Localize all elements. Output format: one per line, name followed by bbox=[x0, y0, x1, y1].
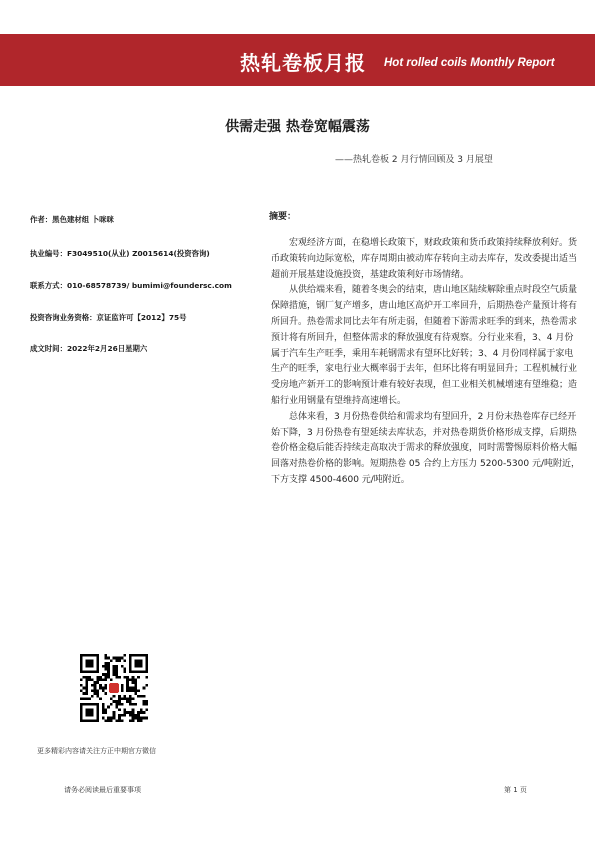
footer-disclaimer: 请务必阅读最后重要事项 bbox=[64, 786, 141, 794]
header-title-en: Hot rolled coils Monthly Report bbox=[384, 57, 555, 69]
license-line: 执业编号：F3049510(从业) Z0015614(投资咨询) bbox=[30, 249, 210, 258]
date-line: 成文时间：2022年2月26日星期六 bbox=[30, 344, 148, 353]
abstract-heading: 摘要： bbox=[269, 212, 297, 222]
report-subtitle: ——热轧卷板 2 月行情回顾及 3 月展望 bbox=[335, 155, 493, 165]
report-title: 供需走强 热卷宽幅震荡 bbox=[225, 119, 370, 135]
qualification-line: 投资咨询业务资格：京证监许可【2012】75号 bbox=[30, 313, 187, 322]
abstract-paragraph-summary: 总体来看，3 月份热卷供给和需求均有望回升，2 月份末热卷库存已经开始下降，3 月份热卷有望延续去库状态，并对热卷期货价格形成支撑，后期热卷价格金稳后能否持续走高取决于需求的释放强度，同时需警惕原料价格大幅回落对热卷价格的影响。短期热卷 05 合约上方压力 5200-5300 元/吨附近，下方支撑 4500-4600 元/吨附近。 bbox=[271, 411, 580, 485]
abstract-paragraph-macro: 宏观经济方面，在稳增长政策下，财政政策和货币政策持续释放利好。货币政策转向边际宽松，库存周期由被动库存转向主动去库存，发改委提出适当超前开展基建设施投资，基建政策利好市场情绪。 bbox=[271, 238, 578, 280]
footer-page-number: 第 1 页 bbox=[504, 786, 527, 794]
contact-line: 联系方式：010-68578739/ bumimi@foundersc.com bbox=[30, 281, 232, 290]
abstract-paragraph-supply: 从供给端来看，随着冬奥会的结束，唐山地区陆续解除重点时段空气质量保障措施，钢厂复产增多，唐山地区高炉开工率回升，后期热卷产量预计将有所回升。热卷需求同比去年有所走弱，但随着下游需求旺季的到来，热卷需求预计将有所回升，但整体需求的释放强度有待观察。分行业来看，3、4 月份属于汽车生产旺季，乘用车耗钢需求有望环比好转；3、4 月份同样属于家电生产的旺季，家电行业大概率弱于去年，但环比将有明显回升；工程机械行业受房地产新开工的影响预计难有较好表现，但工业相关机械增速有望维稳；造船行业用钢量有望维持高速增长。 bbox=[271, 285, 578, 406]
header-title-cn: 热轧卷板月报 bbox=[240, 51, 366, 75]
qr-logo-icon bbox=[109, 683, 119, 693]
author-line: 作者：黑色建材组 卜咪咪 bbox=[30, 215, 114, 224]
qr-caption: 更多精彩内容请关注方正中期官方微信 bbox=[37, 747, 156, 755]
wechat-qr-code bbox=[80, 654, 148, 722]
abstract-body bbox=[271, 236, 581, 489]
